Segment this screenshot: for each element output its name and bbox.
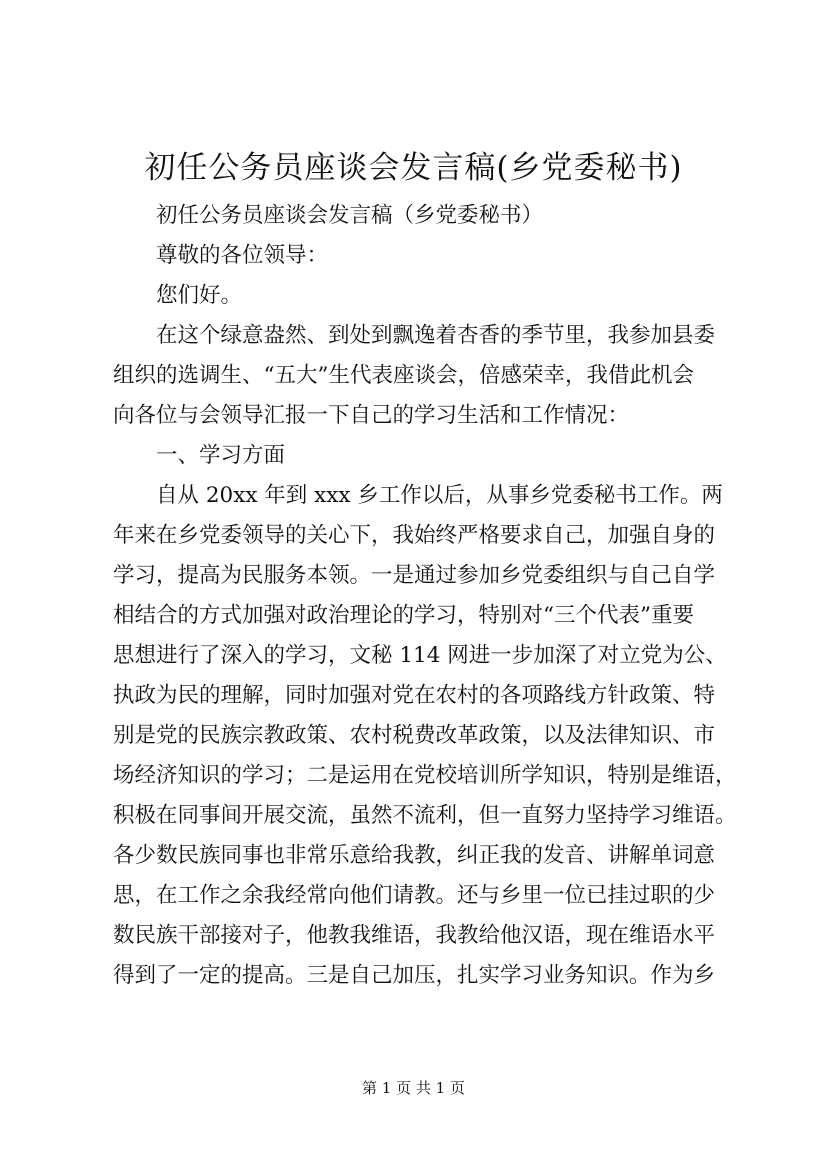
body-line: 数民族干部接对子，他教我维语，我教给他汉语，现在维语水平	[113, 923, 716, 948]
body-line: 得到了一定的提高。三是自己加压，扎实学习业务知识。作为乡	[113, 963, 716, 988]
document-body	[113, 196, 737, 996]
body-line: 积极在同事间开展交流，虽然不流利，但一直努力坚持学习维语。	[113, 803, 737, 828]
body-line: 思，在工作之余我经常向他们请教。还与乡里一位已挂过职的少	[113, 883, 716, 908]
body-line: 向各位与会领导汇报一下自己的学习生活和工作情况：	[113, 403, 630, 428]
document-title: 初任公务员座谈会发言稿(乡党委秘书)	[144, 150, 683, 186]
body-line: 相结合的方式加强对政治理论的学习，特别对“三个代表”重要	[113, 603, 694, 628]
body-line: 别是党的民族宗教政策、农村税费改革政策，以及法律知识、市	[113, 723, 716, 748]
body-line: 您们好。	[156, 283, 243, 308]
page-footer: 第 1 页 共 1 页	[362, 1079, 465, 1097]
body-line: 各少数民族同事也非常乐意给我教，纠正我的发音、讲解单词意	[113, 843, 716, 868]
body-line: 一、学习方面	[156, 443, 286, 468]
body-line: 在这个绿意盎然、到处到飘逸着杏香的季节里，我参加县委	[156, 323, 716, 348]
body-line: 思想进行了深入的学习，文秘 114 网进一步加深了对立党为公、	[113, 643, 727, 668]
body-line: 组织的选调生、“五大”生代表座谈会，倍感荣幸，我借此机会	[113, 363, 694, 388]
body-line: 学习，提高为民服务本领。一是通过参加乡党委组织与自己自学	[113, 563, 716, 588]
body-line: 执政为民的理解，同时加强对党在农村的各项路线方针政策、特	[113, 683, 716, 708]
body-line: 自从 20xx 年到 xxx 乡工作以后，从事乡党委秘书工作。两	[156, 483, 723, 508]
body-line: 初任公务员座谈会发言稿（乡党委秘书）	[156, 203, 544, 228]
body-line: 尊敬的各位领导：	[156, 243, 329, 268]
body-line: 年来在乡党委领导的关心下，我始终严格要求自己，加强自身的	[113, 523, 716, 548]
body-line: 场经济知识的学习；二是运用在党校培训所学知识，特别是维语，	[113, 763, 737, 788]
